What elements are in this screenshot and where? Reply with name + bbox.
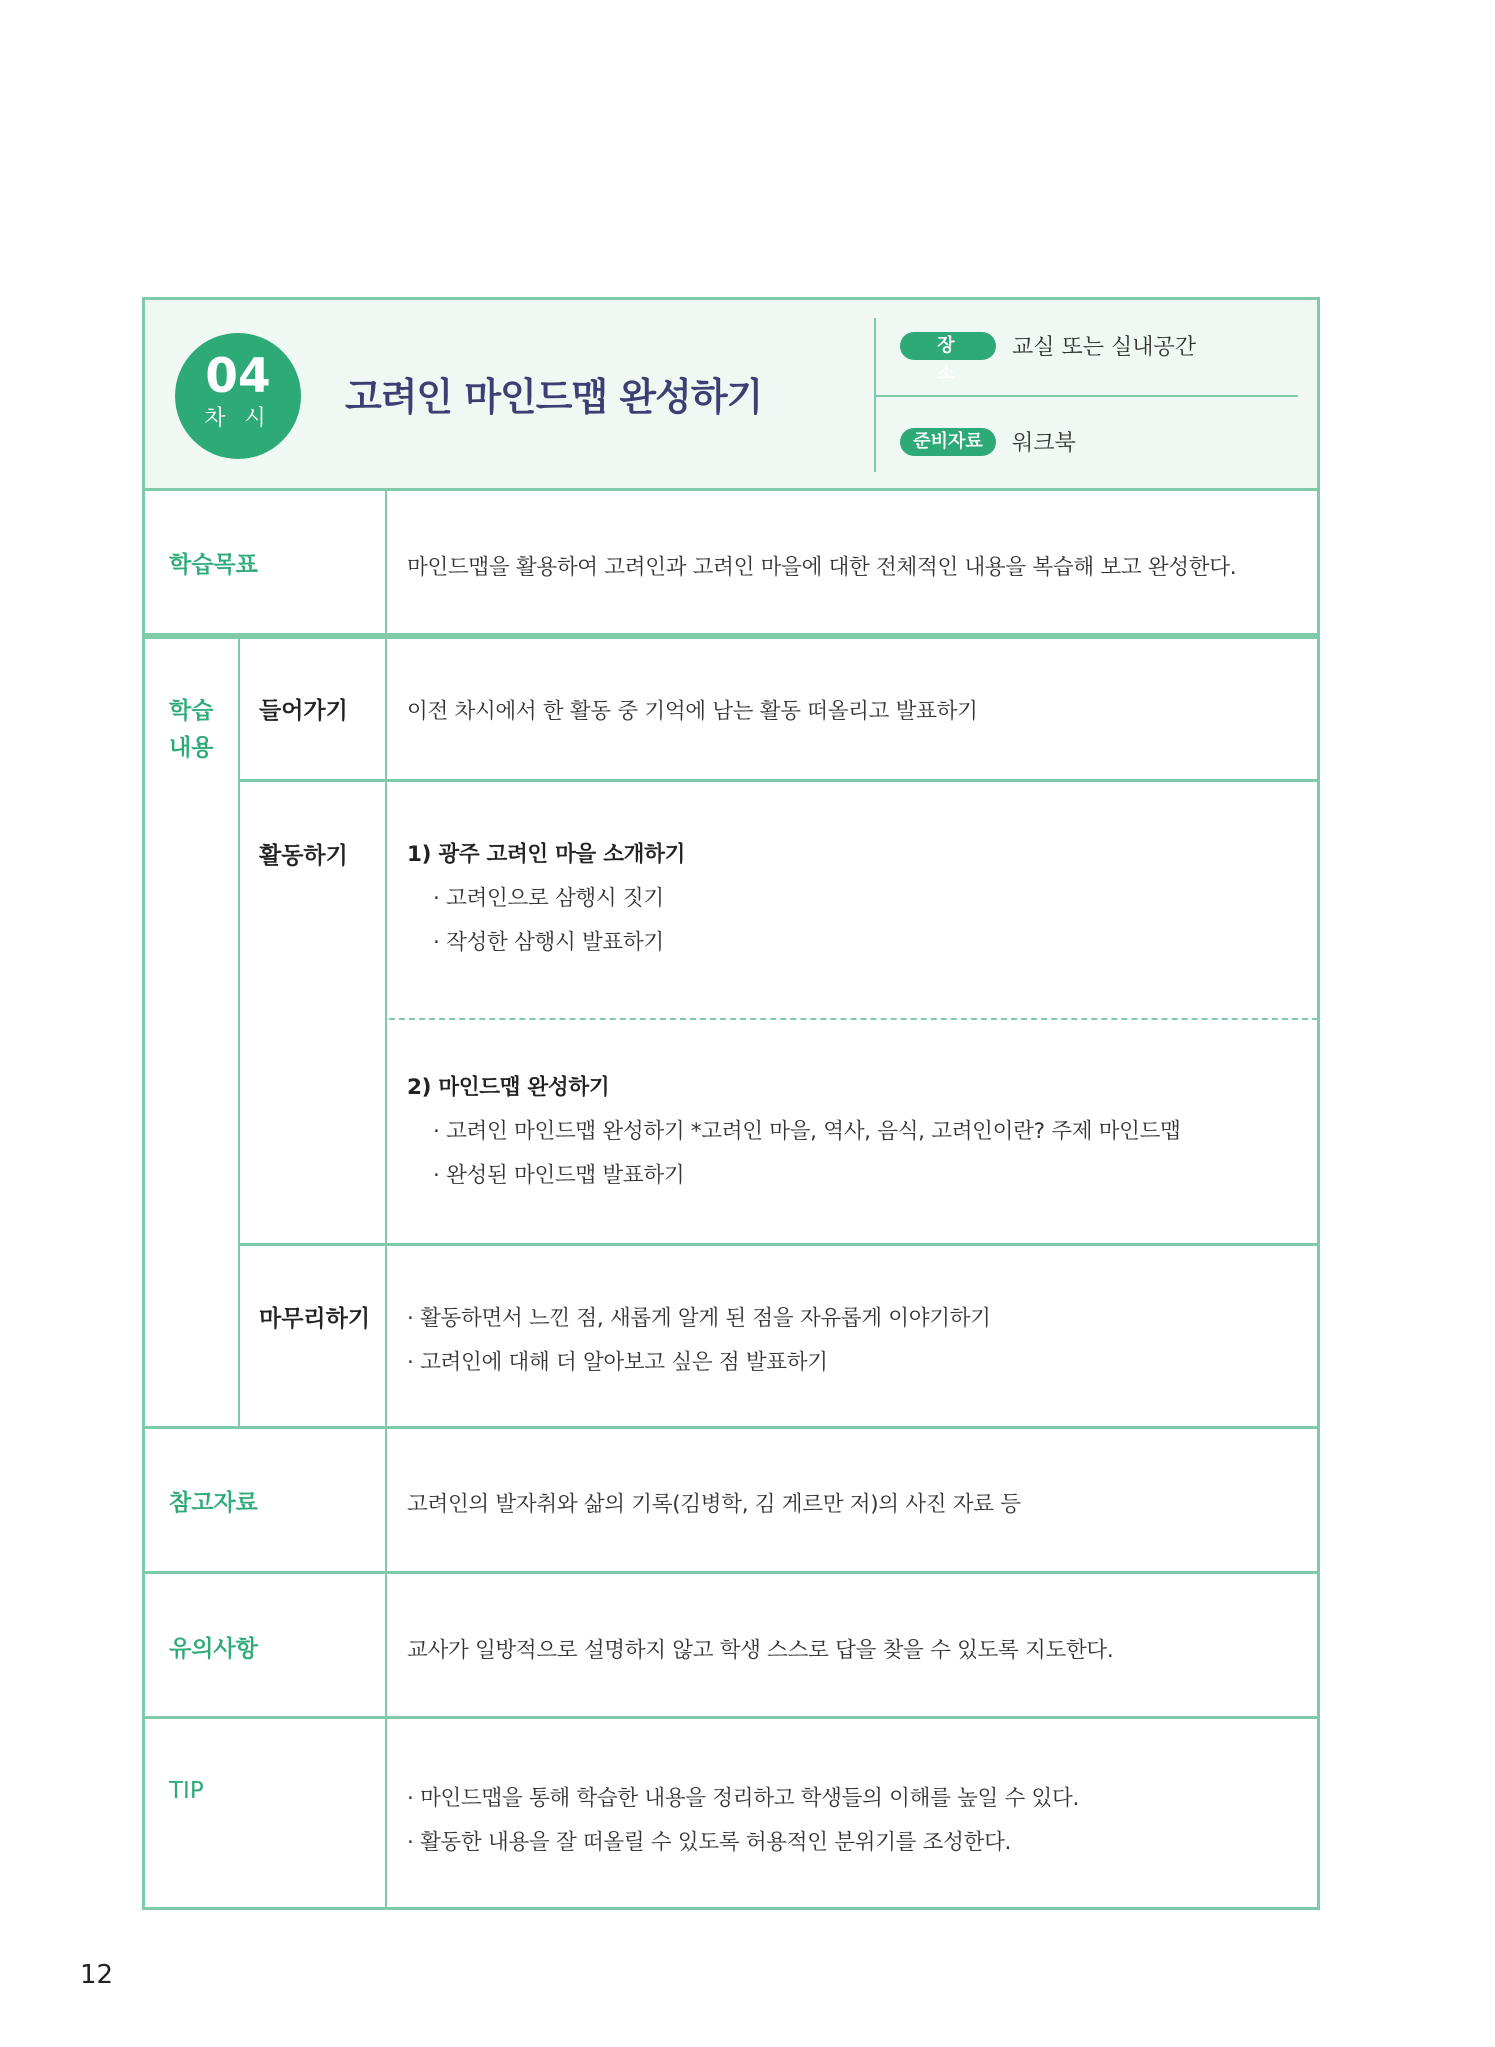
wrapup-item: · 고려인에 대해 더 알아보고 싶은 점 발표하기 bbox=[407, 1350, 828, 1375]
reference-text: 고려인의 발자취와 삶의 기록(김병학, 김 게르만 저)의 사진 자료 등 bbox=[407, 1492, 1021, 1517]
activity-part1-title: 1) 광주 고려인 마을 소개하기 bbox=[407, 842, 686, 867]
activity-part1-item: · 작성한 삼행시 발표하기 bbox=[433, 930, 664, 955]
activity-part2-title: 2) 마인드맵 완성하기 bbox=[407, 1075, 610, 1100]
content-label-line2: 내용 bbox=[169, 735, 214, 761]
notes-label: 유의사항 bbox=[169, 1636, 258, 1662]
place-value: 교실 또는 실내공간 bbox=[1012, 335, 1197, 360]
activity-part1-item: · 고려인으로 삼행시 짓기 bbox=[433, 886, 664, 911]
notes-text: 교사가 일방적으로 설명하지 않고 학생 스스로 답을 찾을 수 있도록 지도한다. bbox=[407, 1638, 1114, 1663]
page-number: 12 bbox=[80, 1960, 114, 1990]
goal-label: 학습목표 bbox=[169, 552, 258, 578]
activity-part2-item: · 고려인 마인드맵 완성하기 *고려인 마을, 역사, 음식, 고려인이란? 주제 마인드맵 bbox=[433, 1119, 1181, 1144]
reference-label: 참고자료 bbox=[169, 1490, 258, 1516]
tip-item: · 활동한 내용을 잘 떠올릴 수 있도록 허용적인 분위기를 조성한다. bbox=[407, 1830, 1012, 1855]
reference-bottom-line bbox=[145, 1571, 1317, 1574]
intro-label: 들어가기 bbox=[259, 698, 348, 724]
materials-tag: 준비자료 bbox=[900, 428, 996, 456]
session-label: 차 시 bbox=[204, 406, 272, 431]
content-sub-divider bbox=[238, 636, 240, 1426]
header-horizontal-divider bbox=[874, 395, 1298, 397]
goal-row bbox=[145, 491, 1317, 636]
activity-part2-item: · 완성된 마인드맵 발표하기 bbox=[433, 1163, 685, 1188]
tip-item: · 마인드맵을 통해 학습한 내용을 정리하고 학생들의 이해를 높일 수 있다. bbox=[407, 1786, 1080, 1811]
lesson-header bbox=[145, 300, 1317, 491]
wrapup-label: 마무리하기 bbox=[259, 1306, 371, 1332]
tip-label: TIP bbox=[169, 1778, 204, 1804]
session-number: 04 bbox=[205, 349, 271, 404]
activity-label: 활동하기 bbox=[259, 843, 348, 869]
place-tag: 장 소 bbox=[900, 332, 996, 360]
activity-dashed-divider bbox=[389, 1018, 1318, 1020]
notes-bottom-line bbox=[145, 1716, 1317, 1719]
content-top-line bbox=[145, 636, 1317, 639]
content-label-line1: 학습 bbox=[169, 698, 214, 724]
goal-text: 마인드맵을 활용하여 고려인과 고려인 마을에 대한 전체적인 내용을 복습해 보고 완성한다. bbox=[407, 555, 1237, 580]
lesson-title: 고려인 마인드맵 완성하기 bbox=[345, 375, 763, 419]
lesson-plan-table bbox=[142, 297, 1320, 1910]
intro-bottom-line bbox=[238, 779, 1317, 782]
activity-bottom-line bbox=[238, 1243, 1317, 1246]
label-column-divider bbox=[385, 491, 387, 1907]
content-bottom-line bbox=[145, 1426, 1317, 1429]
wrapup-item: · 활동하면서 느낀 점, 새롭게 알게 된 점을 자유롭게 이야기하기 bbox=[407, 1306, 991, 1331]
intro-text: 이전 차시에서 한 활동 중 기억에 남는 활동 떠올리고 발표하기 bbox=[407, 699, 978, 724]
session-badge bbox=[175, 333, 301, 459]
materials-value: 워크북 bbox=[1012, 431, 1076, 456]
